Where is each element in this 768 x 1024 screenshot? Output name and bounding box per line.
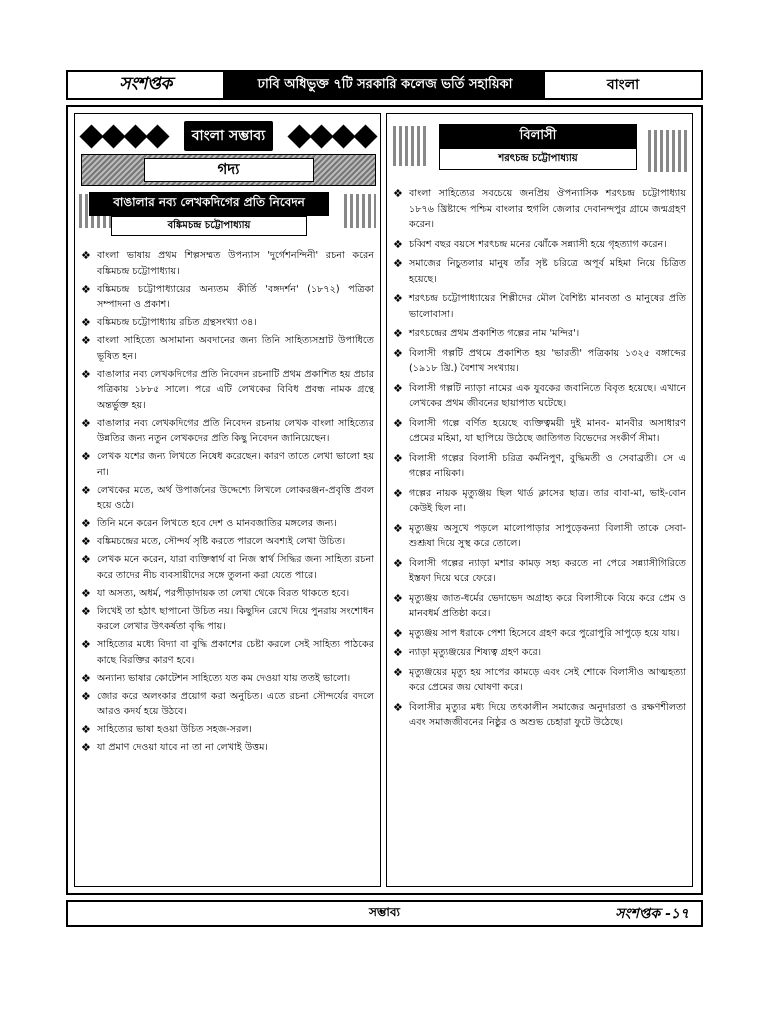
- list-item: [393, 665, 686, 696]
- list-item-text: বিলাসী গল্পের বিলাসী চরিত্র কর্মনিপুণ, বুদ্ধিমতী ও সেবাব্রতী। সে এ গল্পের নায়িকা।: [409, 452, 686, 479]
- list-item: [393, 451, 686, 482]
- bullet-icon: ❖: [393, 416, 403, 430]
- list-item-text: যা প্রমাণ দেওয়া যাবে না তা না লেখাই উত্তম।: [97, 742, 268, 753]
- article-author: বঙ্কিমচন্দ্র চট্টোপাধ্যায়: [111, 216, 307, 236]
- bullet-icon: ❖: [81, 586, 91, 600]
- list-item-text: বাংলা সাহিত্যের সবচেয়ে জনপ্রিয় ঔপন্যাসিক শরৎচন্দ্র চট্টোপাধ্যায় ১৮৭৬ খ্রিষ্টাব্দে পশ্চিম বাংলার হুগলি জেলার দেবানন্দপুর গ্রামে জন্মগ্রহণ করেন।: [409, 188, 686, 230]
- list-item-text: মৃত্যুঞ্জয় জাত-ধর্মের ভেদাভেদ অগ্রাহ্য করে বিলাসীকে বিয়ে করে প্রেম ও মানবধর্ম প্রতিষ্ঠা করে।: [409, 592, 686, 619]
- bullet-icon: ❖: [81, 517, 91, 530]
- list-item-text: বঙ্কিমচন্দ্র চট্টোপাধ্যায় রচিত গ্রন্থসংখ্যা ৩৪।: [97, 317, 257, 328]
- list-item-text: বঙ্কিমচন্দ্রের মতে, সৌন্দর্য সৃষ্টি করতে পারলে অবশ্যই লেখা উচিত।: [97, 536, 346, 547]
- list-item: [81, 689, 374, 720]
- list-item-text: বাঙালার নব্য লেখকদিগের প্রতি নিবেদন রচনায় লেখক বাংলা সাহিত্যের উন্নতির জন্য নতুন লেখকদের প্রতি কিছু নিবেদন জানিয়েছেন।: [97, 417, 374, 444]
- article-title: বাঙালার নব্য লেখকদিগের প্রতি নিবেদন: [89, 192, 329, 216]
- bullet-icon: ❖: [81, 689, 91, 703]
- list-item: [81, 722, 374, 738]
- stripe-decoration: [393, 126, 429, 166]
- bullet-icon: ❖: [81, 483, 91, 497]
- bullet-icon: ❖: [393, 187, 403, 200]
- bullet-icon: ❖: [81, 282, 91, 296]
- list-item: [81, 315, 374, 331]
- brand-logo: সংশপ্তক: [68, 72, 225, 98]
- list-item-text: গল্পের নায়ক মৃত্যুঞ্জয় ছিল থার্ড ক্লাসের ছাত্র। তার বাবা-মা, ভাই-বোন কেউই ছিল না।: [409, 487, 686, 514]
- list-item-text: বিলাসী গল্পটি প্রথমে প্রকাশিত হয় 'ভারতী' পত্রিকায় ১৩২৫ বঙ্গাব্দের (১৯১৮ খ্রি.) বৈশাখ সংখ্যায়।: [409, 347, 686, 374]
- bullet-icon: ❖: [81, 741, 91, 754]
- bullet-icon: ❖: [393, 486, 403, 500]
- list-item-text: শরৎচন্দ্রের প্রথম প্রকাশিত গল্পের নাম 'মন্দির'।: [409, 328, 580, 339]
- list-item-text: ন্যাড়া মৃত্যুঞ্জয়ের শিষ্যত্ব গ্রহণ করে।: [409, 647, 542, 658]
- bullet-icon: ❖: [393, 626, 403, 640]
- list-item-text: শরৎচন্দ্র চট্টোপাধ্যায়ের শিল্পীদের মৌল বৈশিষ্ট্য মানবতা ও মানুষের প্রতি ভালোবাসা।: [409, 293, 686, 320]
- bullet-icon: ❖: [81, 316, 91, 329]
- bullet-icon: ❖: [81, 553, 91, 566]
- bullet-icon: ❖: [393, 292, 403, 305]
- list-item: [393, 186, 686, 233]
- page-header: [66, 70, 703, 100]
- list-item-text: সমাজের নিচুতলার মানুষ তাঁর সৃষ্ট চরিত্রে অপূর্ব মহিমা নিয়ে চিত্রিত হয়েছে।: [409, 258, 686, 285]
- list-item-text: লেখকের মতে, অর্থ উপার্জনের উদ্দেশ্যে লিখলে লোকরঞ্জন-প্রবৃত্তি প্রবল হয়ে ওঠে।: [97, 484, 374, 511]
- footer-label: সম্ভাব্য: [368, 904, 401, 919]
- stripe-decoration: [344, 194, 376, 228]
- bullet-icon: ❖: [393, 327, 403, 340]
- list-item: [393, 556, 686, 587]
- story-author: শরৎচন্দ্র চট্টোপাধ্যায়: [439, 148, 637, 170]
- bullet-icon: ❖: [81, 367, 91, 381]
- list-item-text: জোর করে অলংকার প্রয়োগ করা অনুচিত। এতে রচনা সৌন্দর্যের বদলে আরও কদর্য হয়ে উঠবে।: [97, 690, 374, 717]
- section-banner: [81, 122, 376, 150]
- header-title: ঢাবি অধিভুক্ত ৭টি সরকারি কলেজ ভর্তি সহায়িকা: [225, 72, 545, 98]
- bullet-icon: ❖: [393, 591, 403, 605]
- list-item: [393, 700, 686, 731]
- bullet-icon: ❖: [81, 671, 91, 685]
- list-item: [81, 671, 374, 687]
- list-item: [81, 586, 374, 602]
- list-item: [393, 237, 686, 253]
- list-item: [81, 282, 374, 313]
- list-item-text: বিলাসী গল্পটি ন্যাড়া নামের এক যুবকের জবানিতে বিবৃত হয়েছে। এখানে লেখকের প্রথম জীবনের ছায়াপাত ঘটেছে।: [409, 382, 686, 409]
- bullet-icon: ❖: [393, 257, 403, 270]
- list-item-text: মৃত্যুঞ্জয়ের মৃত্যু হয় সাপের কামড়ে এবং সেই শোকে বিলাসীও আত্মহত্যা করে প্রেমের জয় ঘোষণা করে।: [409, 666, 686, 693]
- right-bullet-list: [393, 186, 686, 735]
- page-footer: [66, 900, 703, 927]
- list-item: [393, 416, 686, 447]
- list-item-text: অন্যান্য ভাষার কোটেশন সাহিত্যে যত কম দেওয়া যায় ততই ভালো।: [97, 672, 351, 684]
- list-item-text: বিলাসীর মৃত্যুর মধ্য দিয়ে তৎকালীন সমাজের অনুদারতা ও রক্ষণশীলতা এবং সমাজজীবনের নিষ্ঠুর ও অশুভ চেহারা ফুটে উঠেছে।: [409, 701, 686, 728]
- list-item: [393, 591, 686, 622]
- bullet-icon: ❖: [81, 450, 91, 463]
- list-item: [81, 604, 374, 635]
- list-item-text: বাংলা সাহিত্যে অসামান্য অবদানের জন্য তিনি সাহিত্যসম্রাট উপাধিতে ভূষিত হন।: [97, 335, 374, 362]
- story-heading: [393, 120, 688, 182]
- bullet-icon: ❖: [81, 416, 91, 430]
- bullet-icon: ❖: [393, 521, 403, 535]
- list-item: [81, 248, 374, 279]
- list-item-text: লেখক যশের জন্য লিখতে নিষেধ করেছেন। কারণ তাতে লেখা ভালো হয় না।: [97, 451, 374, 478]
- list-item-text: বাংলা ভাষায় প্রথম শিল্পসম্মত উপন্যাস 'দুর্গেশনন্দিনী' রচনা করেন বঙ্কিমচন্দ্র চট্টোপাধ্যায়।: [97, 250, 374, 277]
- list-item: [81, 483, 374, 514]
- list-item-text: তিনি মনে করেন লিখতে হবে দেশ ও মানবজাতির মঙ্গলের জন্য।: [97, 518, 337, 529]
- left-bullet-list: [81, 248, 374, 758]
- bullet-icon: ❖: [393, 346, 403, 360]
- bullet-icon: ❖: [393, 381, 403, 395]
- list-item: [81, 637, 374, 668]
- list-item-text: বিলাসী গল্পের ন্যাড়া মশার কামড় সহ্য করতে না পেরে সন্ন্যাসীগিরিতে ইস্তফা দিয়ে ঘরে ফেরে।: [409, 557, 686, 584]
- list-item: [393, 326, 686, 342]
- list-item-text: সাহিত্যের মধ্যে বিদ্যা বা বুদ্ধি প্রকাশের চেষ্টা করলে সেই সাহিত্য পাঠকের কাছে বিরক্তির কারণ হবে।: [97, 639, 374, 666]
- list-item: [81, 367, 374, 414]
- list-item: [393, 256, 686, 287]
- list-item-text: মৃত্যুঞ্জয় অসুখে পড়লে মালোপাড়ার সাপুড়েকন্যা বিলাসী তাকে সেবা-শুশ্রূষা দিয়ে সুস্থ করে তোলে।: [409, 522, 686, 549]
- list-item-text: বাঙালার নব্য লেখকদিগের প্রতি নিবেদন রচনাটি প্রথম প্রকাশিত হয় প্রচার পত্রিকায় ১৮৮৫ সালে। পরে এটি লেখকের বিবিধ প্রবন্ধ নামক গ্রন্থে অন্তর্ভুক্ত হয়।: [97, 368, 374, 411]
- list-item: [393, 486, 686, 517]
- page-number: সংশপ্তক -১৭: [615, 905, 689, 922]
- list-item-text: যা অসত্য, অধর্ম, পরপীড়াদায়ক তা লেখা থেকে বিরত থাকতে হবে।: [97, 587, 350, 599]
- diamond-decoration-right: [289, 128, 376, 145]
- bullet-icon: ❖: [393, 700, 403, 714]
- genre-band: [81, 154, 376, 186]
- list-item-text: লিখেই তা হঠাৎ ছাপানো উচিত নয়। কিছুদিন রেখে দিয়ে পুনরায় সংশোধন করলে লেখার উৎকর্ষতা বৃদ্ধি পায়।: [97, 605, 374, 632]
- bullet-icon: ❖: [393, 665, 403, 679]
- diamond-decoration-left: [81, 128, 168, 145]
- bullet-icon: ❖: [393, 237, 403, 251]
- list-item: [393, 291, 686, 322]
- bullet-icon: ❖: [81, 604, 91, 618]
- bullet-icon: ❖: [81, 334, 91, 347]
- list-item: [393, 521, 686, 552]
- bullet-icon: ❖: [81, 638, 91, 651]
- list-item: [393, 346, 686, 377]
- list-item-text: বিলাসী গল্পে বর্ণিত হয়েছে ব্যক্তিত্বময়ী দুই মানব- মানবীর অসাধারণ প্রেমের মহিমা, যা ছাপিয়ে উঠেছে জাতিগত বিভেদের সংকীর্ণ সীমা।: [409, 417, 686, 444]
- list-item: [393, 645, 686, 661]
- article-heading: [81, 192, 376, 236]
- bullet-icon: ❖: [81, 249, 91, 262]
- list-item: [393, 626, 686, 642]
- list-item-text: বঙ্কিমচন্দ্র চট্টোপাধ্যায়ের অন্যতম কীর্তি 'বঙ্গদর্শন' (১৮৭২) পত্রিকা সম্পাদনা ও প্রকাশ।: [97, 283, 374, 310]
- list-item-text: চব্বিশ বছর বয়সে শরৎচন্দ্র মনের ঝোঁকে সন্ন্যাসী হয়ে গৃহত্যাগ করেন।: [409, 238, 667, 250]
- right-column: [386, 113, 693, 887]
- stripe-decoration: [648, 130, 688, 172]
- list-item: [393, 381, 686, 412]
- list-item: [81, 534, 374, 550]
- list-item-text: সাহিত্যের ভাষা হওয়া উচিত সহজ-সরল।: [97, 724, 252, 735]
- main-content: [66, 105, 703, 895]
- bullet-icon: ❖: [81, 723, 91, 736]
- list-item: [81, 449, 374, 480]
- list-item: [81, 416, 374, 447]
- list-item: [81, 516, 374, 532]
- story-title: বিলাসী: [439, 124, 637, 148]
- bullet-icon: ❖: [81, 535, 91, 548]
- bullet-icon: ❖: [393, 556, 403, 570]
- bullet-icon: ❖: [393, 451, 403, 465]
- list-item-text: লেখক মনে করেন, যারা ব্যক্তিস্বার্থ বা নিজ স্বার্থ সিদ্ধির জন্য সাহিত্য রচনা করে তাদের নীচ ব্যবসায়ীদের সঙ্গে তুলনা করা যেতে পারে।: [97, 554, 374, 581]
- list-item: [81, 552, 374, 583]
- list-item: [81, 740, 374, 756]
- header-subject: বাংলা: [606, 77, 640, 93]
- list-item: [81, 333, 374, 364]
- list-item-text: মৃত্যুঞ্জয় সাপ ধরাকে পেশা হিসেবে গ্রহণ করে পুরোপুরি সাপুড়ে হয়ে যায়।: [409, 627, 680, 639]
- section-banner-label: বাংলা সম্ভাব্য: [184, 121, 273, 151]
- bullet-icon: ❖: [393, 646, 403, 659]
- genre-label: গদ্য: [144, 158, 314, 182]
- left-column: [74, 113, 381, 887]
